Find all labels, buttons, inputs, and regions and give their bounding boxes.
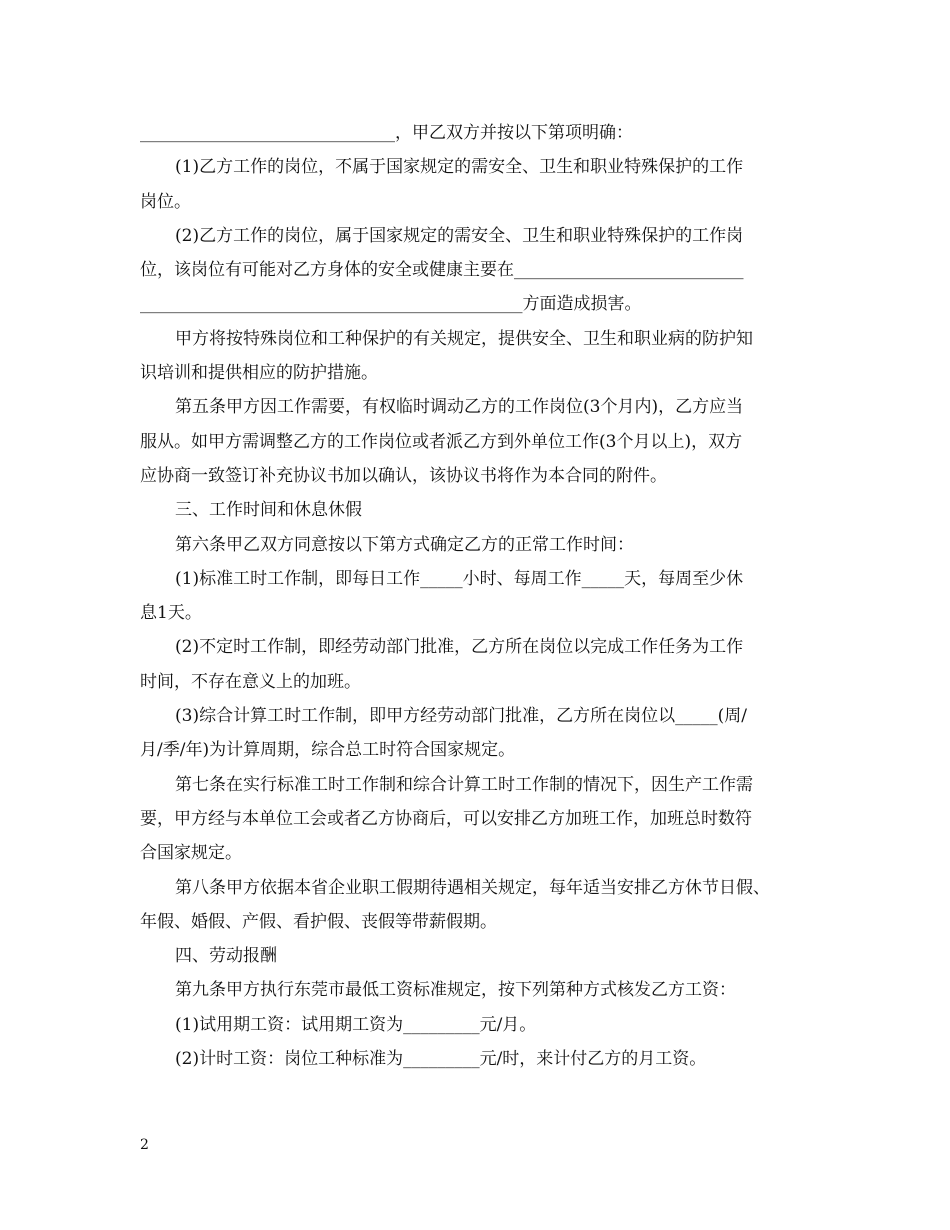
text-line: 第九条甲方执行东莞市最低工资标准规定，按下列第种方式核发乙方工资： <box>175 980 736 1001</box>
text-line: (2)乙方工作的岗位，属于国家规定的需安全、卫生和职业特殊保护的工作岗 <box>175 225 744 246</box>
text-line: 第七条在实行标准工时工作制和综合计算工时工作制的情况下，因生产工作需 <box>175 774 753 795</box>
text-line: 时间，不存在意义上的加班。 <box>140 671 361 692</box>
text-line: 应协商一致签订补充协议书加以确认，该协议书将作为本合同的附件。 <box>140 465 667 486</box>
text-line: 服从。如甲方需调整乙方的工作岗位或者派乙方到外单位工作(3个月以上)，双方 <box>140 431 743 452</box>
text-line: 四、劳动报酬 <box>175 946 277 967</box>
text-line: (1)试用期工资：试用期工资为_________元/月。 <box>175 1014 537 1035</box>
text-line: 岗位。 <box>140 191 191 212</box>
text-line: 年假、婚假、产假、看护假、丧假等带薪假期。 <box>140 911 497 932</box>
text-line: _____________________________________________方面造成损害。 <box>140 294 642 315</box>
text-line: (2)不定时工作制，即经劳动部门批准，乙方所在岗位以完成工作任务为工作 <box>175 637 744 658</box>
text-line: 息1天。 <box>140 603 202 624</box>
text-line: 三、工作时间和休息休假 <box>175 500 362 521</box>
text-line: (3)综合计算工时工作制，即甲方经劳动部门批准，乙方所在岗位以_____(周/ <box>175 706 747 727</box>
document-body <box>140 116 820 1076</box>
text-line: (1)标准工时工作制，即每日工作_____小时、每周工作_____天，每周至少休 <box>175 568 744 589</box>
text-line: 月/季/年)为计算周期，综合总工时符合国家规定。 <box>140 740 516 761</box>
text-line: 合国家规定。 <box>140 843 242 864</box>
text-line: 第六条甲乙双方同意按以下第方式确定乙方的正常工作时间： <box>175 534 634 555</box>
page-number: 2 <box>140 1137 149 1153</box>
text-line: 第八条甲方依据本省企业职工假期待遇相关规定，每年适当安排乙方休节日假、 <box>175 877 770 898</box>
text-line: 要，甲方经与本单位工会或者乙方协商后，可以安排乙方加班工作，加班总时数符 <box>140 808 752 829</box>
text-line: 识培训和提供相应的防护措施。 <box>140 363 378 384</box>
text-line: 第五条甲方因工作需要，有权临时调动乙方的工作岗位(3个月内)，乙方应当 <box>175 397 744 418</box>
text-line: 甲方将按特殊岗位和工种保护的有关规定，提供安全、卫生和职业病的防护知 <box>175 328 753 349</box>
text-line: (2)计时工资：岗位工种标准为_________元/时，来计付乙方的月工资。 <box>175 1049 707 1070</box>
text-line: ______________________________，甲乙双方并按以下第项明确： <box>140 123 633 143</box>
text-line: 位，该岗位有可能对乙方身体的安全或健康主要在___________________________ <box>140 260 744 281</box>
text-line: (1)乙方工作的岗位，不属于国家规定的需安全、卫生和职业特殊保护的工作 <box>175 157 744 178</box>
